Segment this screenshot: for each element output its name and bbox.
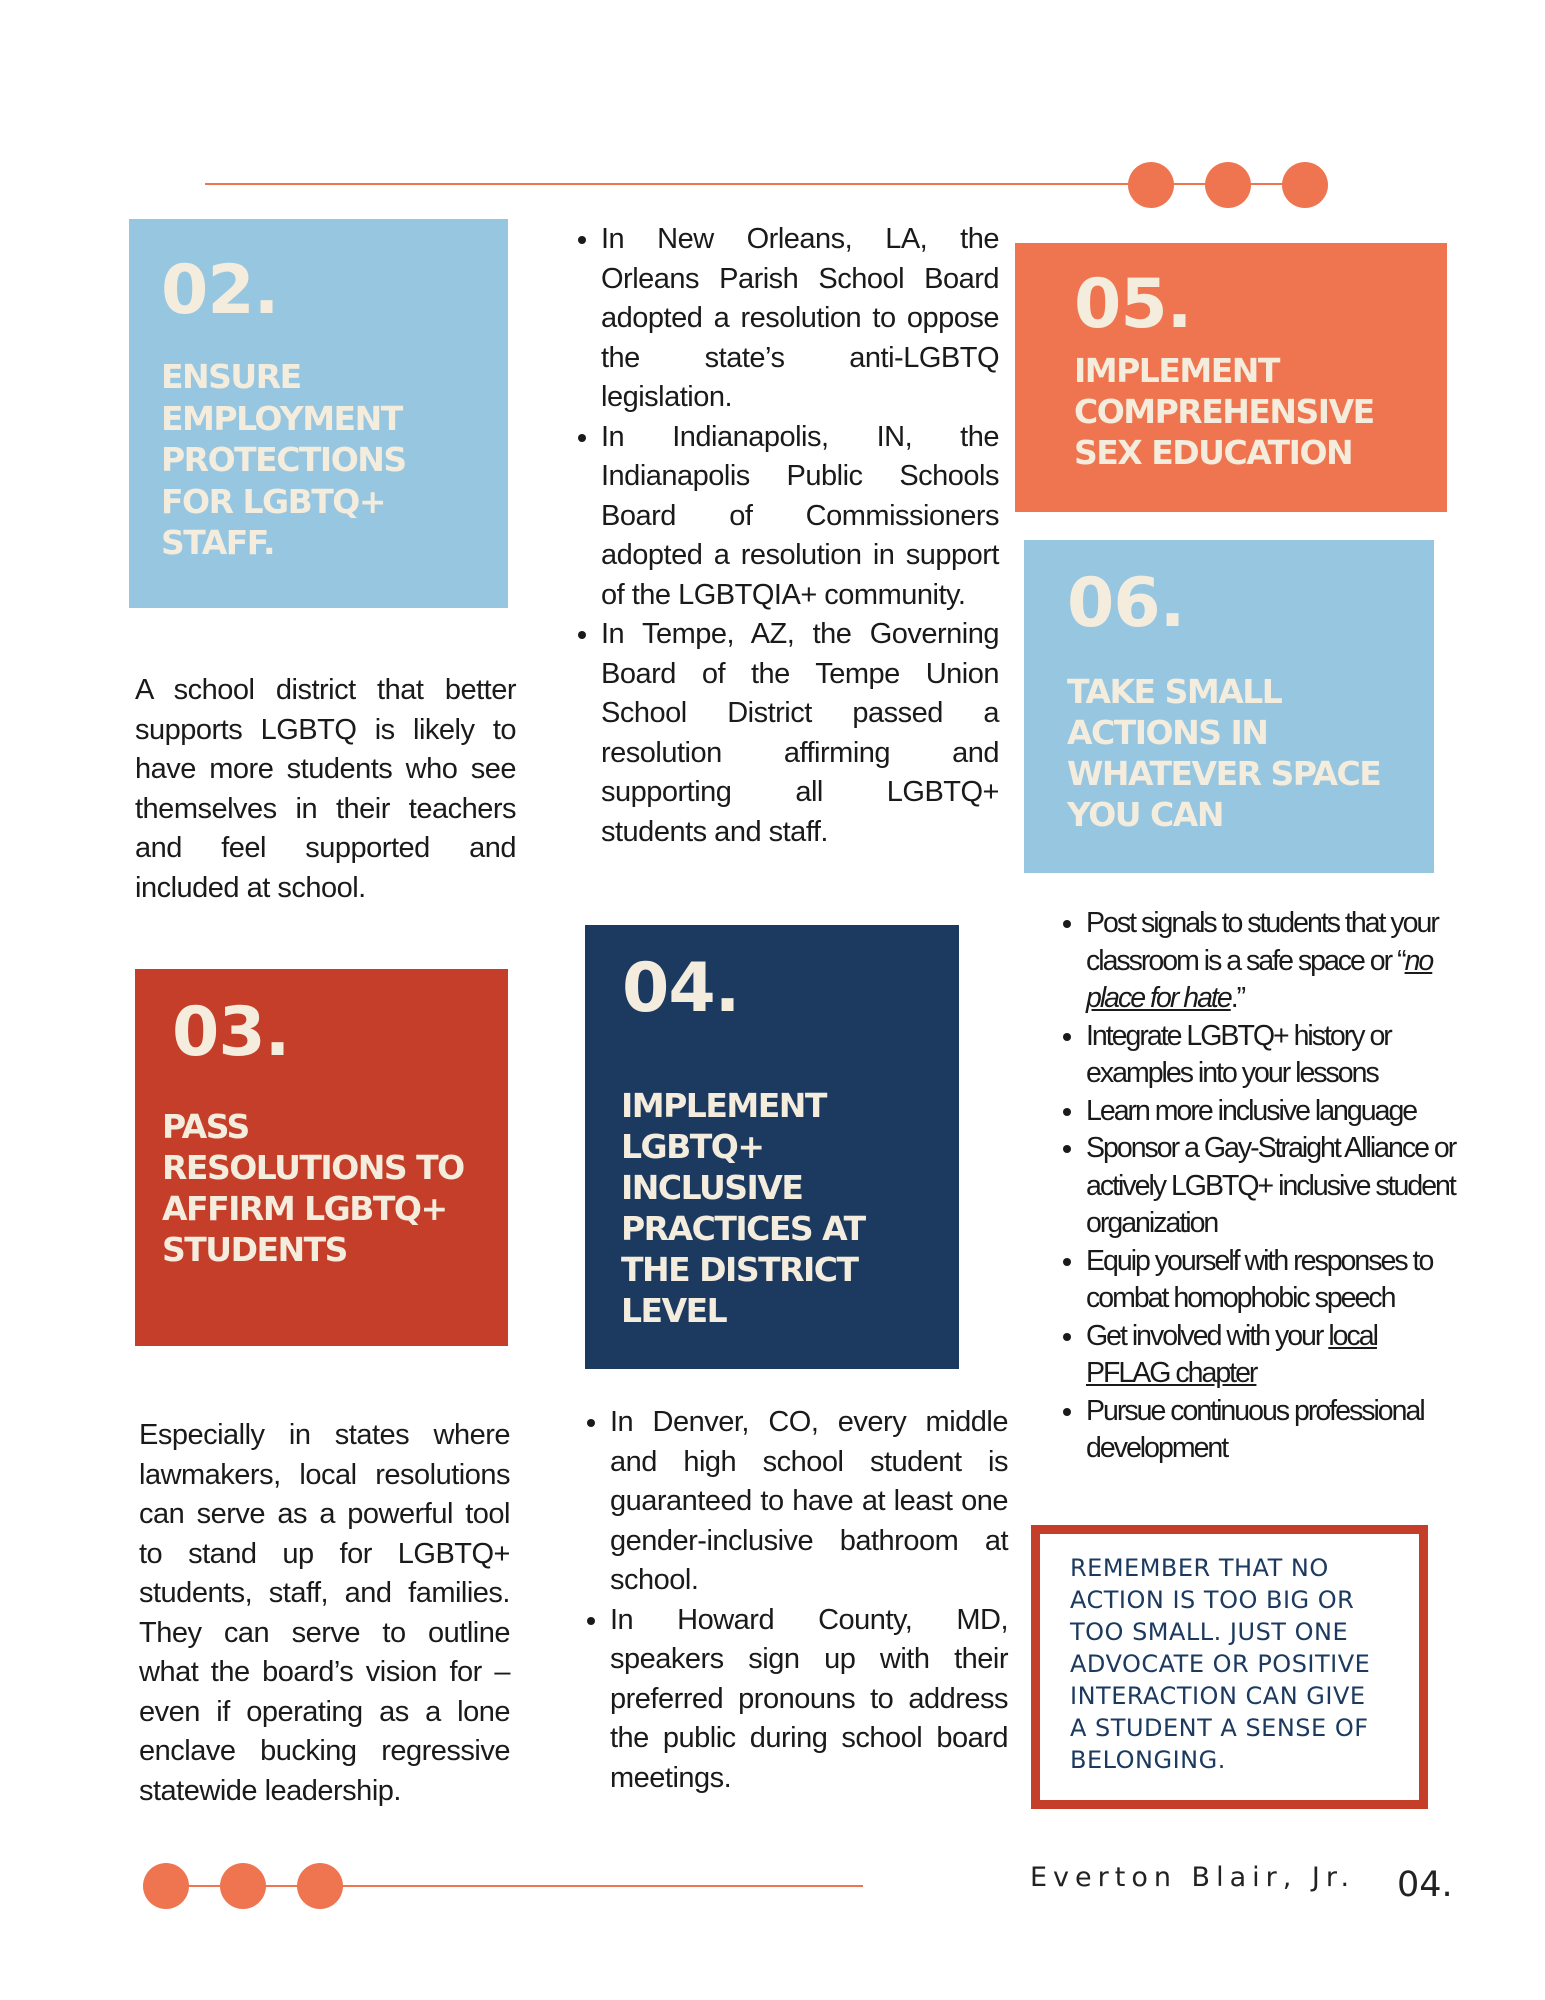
list-item: • In New Orleans, LA, the Orleans Parish School Board adopted a resolution to oppose the state’s anti-LGBTQ legislation. — [601, 220, 999, 418]
bottom-dot-2 — [220, 1863, 266, 1909]
bottom-dot-3 — [297, 1863, 343, 1909]
text-03: Especially in states where lawmakers, local resolutions can serve as a powerful tool to stand up for LGBTQ+ students, staff, and families. They can serve to outline what the board’s vision for – even if operating as a lone enclave bucking regressive statewide leadership. — [139, 1419, 510, 1807]
no-place-for-hate-link[interactable]: no place for hate — [1086, 944, 1433, 1014]
card-04 — [585, 925, 959, 1369]
list-item: • Learn more inclusive language — [1086, 1093, 1466, 1131]
author-name: Everton Blair, Jr. — [1030, 1862, 1356, 1893]
card-05-number: 05. — [1074, 265, 1192, 344]
action-1-text: Post signals to students that your classroom is a safe space or “ — [1086, 907, 1438, 977]
resolutions-list — [563, 220, 999, 852]
callout-box — [1031, 1525, 1428, 1809]
list-item: • In Tempe, AZ, the Governing Board of the Tempe Union School District passed a resolution affirming and supporting all LGBTQ+ students and staff. — [601, 615, 999, 852]
card-04-number: 04. — [622, 949, 740, 1028]
card-05-title: IMPLEMENT COMPREHENSIVE SEX EDUCATION — [1074, 351, 1374, 472]
card-03-number: 03. — [172, 993, 290, 1072]
list-item: • In Howard County, MD, speakers sign up with their preferred pronouns to address the public during school board meetings. — [610, 1601, 1008, 1799]
list-item — [1086, 1318, 1466, 1393]
pflag-chapter-link[interactable]: local PFLAG chapter — [1086, 1319, 1377, 1389]
list-item: • In Indianapolis, IN, the Indianapolis Public Schools Board of Commissioners adopted a resolution in support of the LGBTQIA+ community. — [601, 418, 999, 616]
list-item: • Sponsor a Gay-Straight Alliance or actively LGBTQ+ inclusive student organization — [1086, 1130, 1466, 1243]
list-item: • In Denver, CO, every middle and high school student is guaranteed to have at least one gender-inclusive bathroom at school. — [610, 1403, 1008, 1601]
card-05 — [1015, 243, 1447, 512]
card-03-title: PASS RESOLUTIONS TO AFFIRM LGBTQ+ STUDENTS — [162, 1107, 464, 1269]
bottom-rule — [165, 1885, 863, 1887]
list-item: • Integrate LGBTQ+ history or examples into your lessons — [1086, 1018, 1466, 1093]
list-item: • Pursue continuous professional development — [1086, 1393, 1466, 1468]
callout-text: REMEMBER THAT NO ACTION IS TOO BIG OR TOO SMALL. JUST ONE ADVOCATE OR POSITIVE INTERACTION CAN GIVE A STUDENT A SENSE OF BELONGING. — [1070, 1554, 1371, 1774]
card-02-title: ENSURE EMPLOYMENT PROTECTIONS FOR LGBTQ+ STAFF. — [161, 357, 406, 562]
card-04-title: IMPLEMENT LGBTQ+ INCLUSIVE PRACTICES AT THE DISTRICT LEVEL — [621, 1086, 865, 1330]
page-number: 04. — [1397, 1865, 1453, 1905]
card-02 — [129, 219, 508, 608]
card-06 — [1024, 540, 1434, 873]
practices-list — [572, 1403, 1008, 1798]
action-6-text: Get involved with your — [1086, 1319, 1329, 1352]
top-dot-2 — [1205, 162, 1251, 208]
list-item — [1086, 905, 1466, 1018]
actions-list — [1048, 905, 1466, 1468]
card-06-number: 06. — [1067, 564, 1185, 643]
card-02-number: 02. — [161, 251, 279, 330]
bottom-dot-1 — [143, 1863, 189, 1909]
card-06-title: TAKE SMALL ACTIONS IN WHATEVER SPACE YOU CAN — [1067, 672, 1381, 834]
top-dot-3 — [1282, 162, 1328, 208]
top-dot-1 — [1128, 162, 1174, 208]
card-03 — [135, 969, 508, 1346]
list-item: • Equip yourself with responses to combat homophobic speech — [1086, 1243, 1466, 1318]
text-02: A school district that better supports LGBTQ is likely to have more students who see themselves in their teachers and feel supported and included at school. — [135, 674, 516, 904]
action-1-end: .” — [1230, 982, 1245, 1014]
